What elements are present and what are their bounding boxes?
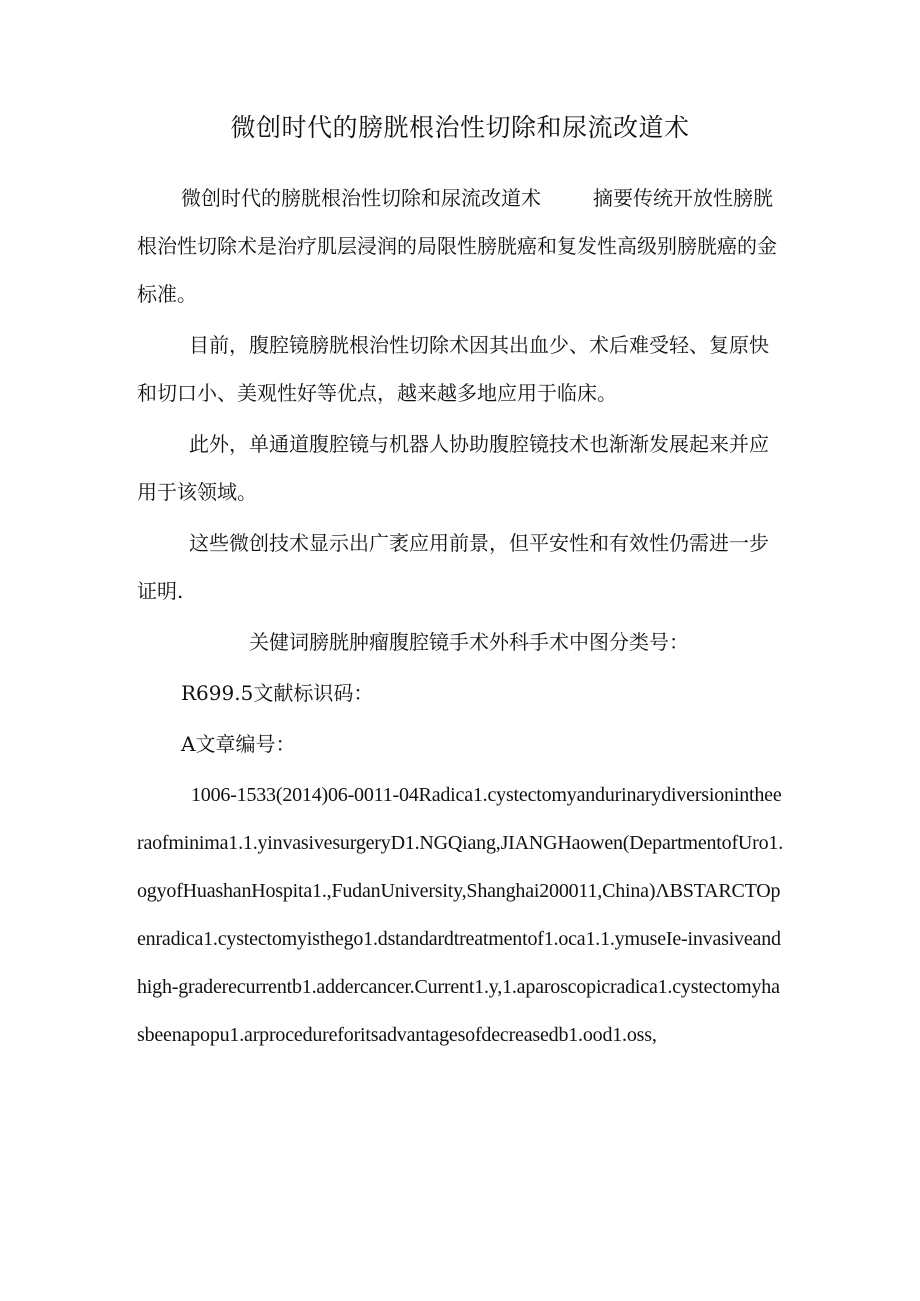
paragraph-additional: 此外，单通道腹腔镜与机器人协助腹腔镜技术也渐渐发展起来并应用于该领域。 xyxy=(137,432,769,504)
intro-abstract: 摘要传统开放性膀胱根治性切除术是治疗肌层浸润的局限性膀胱癌和复发性高级别膀胱癌的金标准。 xyxy=(137,186,777,306)
intro-title: 微创时代的膀胱根治性切除和尿流改道术 xyxy=(181,186,541,210)
document-body xyxy=(137,174,787,1062)
english-abstract: 1006-1533(2014)06-0011-04Radica1.cystectomyandurinarydiversionintheeraofminima1.1.yinvasivesurgeryD1.NGQiang,JIANGHaowen(DepartmentofUro1.ogyofHuashanHospita1.,FudanUniversity,Shanghai200011,China)ΛBSTARCTOpenradica1.cystectomyisthego1.dstandardtreatmentof1.oca1.1.ymuseIe-invasiveandhigh-graderecurrentb1.addercancer.Current1.y,1.aparoscopicradica1.cystectomyhasbeenapopu1.arprocedureforitsadvantagesofdecreasedb1.ood1.oss, xyxy=(137,784,784,1046)
keywords-line: 关健词膀胱肿瘤腹腔镜手术外科手术中图分类号： xyxy=(249,630,689,654)
paragraph-evidence: 这些微创技术显示出广袤应用前景，但平安性和有效性仍需进一步证明. xyxy=(137,531,769,603)
document-title: 微创时代的膀胱根治性切除和尿流改道术 xyxy=(230,113,690,142)
article-code-line: A文章编号： xyxy=(181,732,296,756)
intro-paragraph xyxy=(137,174,787,318)
paragraph-current: 目前，腹腔镜膀胱根治性切除术因其出血少、术后难受轻、复原快和切口小、美观性好等优点，越来越多地应用于临床。 xyxy=(137,333,769,405)
classification-line: R699.5文献标识码： xyxy=(181,681,374,705)
